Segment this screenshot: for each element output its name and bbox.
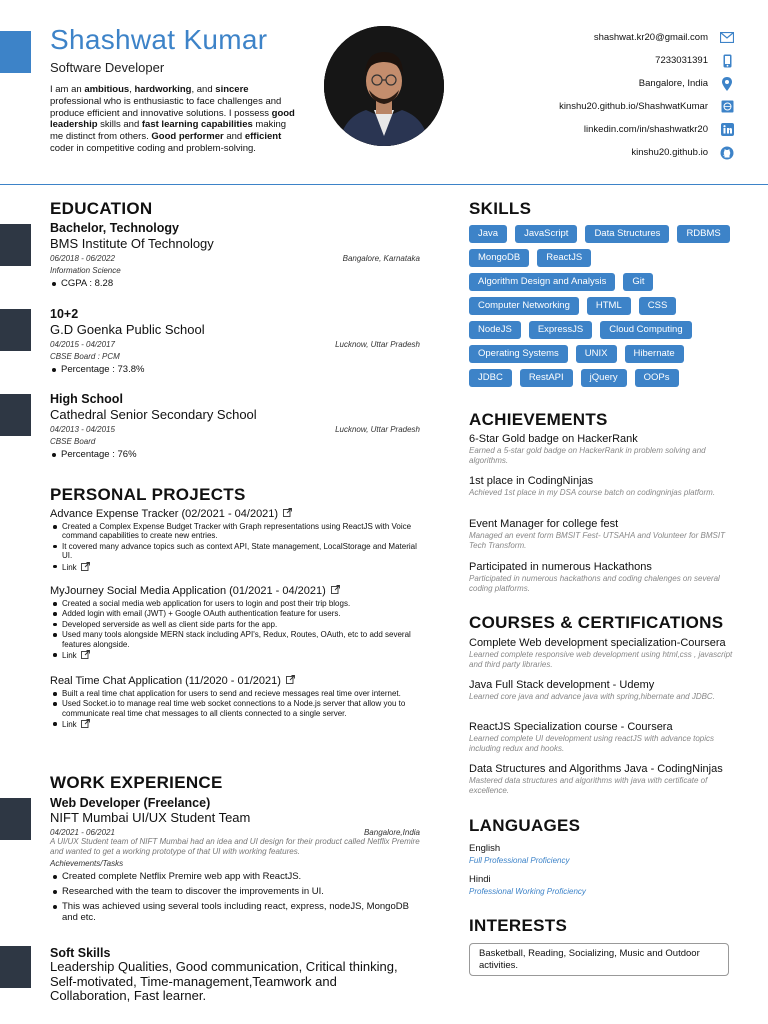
task-item: Researched with the team to discover the improvements in UI. (50, 886, 420, 897)
education-bullet: CGPA : 8.28 (50, 278, 420, 289)
project-title[interactable] (50, 585, 420, 597)
dates: 06/2018 - 06/2022 (50, 254, 115, 263)
project-bullet: Created a social media web application for users to login and post their trip blogs. (50, 599, 420, 608)
phone-icon (720, 54, 734, 68)
job-description: A UI/UX Student team of NIFT Mumbai had an idea and UI design for their product called Netflix Premire and wanted to get a working prototype of that UI with working features. (50, 837, 420, 856)
project-title[interactable] (50, 675, 420, 687)
project-entry (50, 508, 420, 574)
course-item (469, 721, 739, 753)
linkedin-icon (720, 123, 734, 137)
contact-item[interactable] (474, 95, 734, 118)
education-bullet: Percentage : 76% (50, 449, 420, 460)
accent-block-work (0, 798, 31, 840)
location: Lucknow, Uttar Pradesh (335, 425, 420, 434)
contact-text[interactable]: kinshu20.github.io (631, 147, 708, 158)
soft-skills (50, 946, 420, 1004)
skill-tag: ExpressJS (529, 321, 592, 339)
summary-part: and (223, 131, 245, 143)
project-entry (50, 585, 420, 662)
job-organization: NIFT Mumbai UI/UX Student Team (50, 810, 251, 825)
project-link-text[interactable]: Link (62, 651, 77, 661)
soft-skills-title: Soft Skills (50, 946, 111, 960)
course-item (469, 763, 739, 795)
skill-tag: Operating Systems (469, 345, 568, 363)
tasks-label: Achievements/Tasks (50, 859, 124, 868)
accent-block-top (0, 31, 31, 73)
achievement-title: Event Manager for college fest (469, 518, 619, 530)
summary-part: Good performer (151, 131, 224, 143)
accent-block-education-1 (0, 224, 31, 266)
contact-item[interactable] (474, 49, 734, 72)
project-link[interactable] (50, 650, 420, 661)
languages-title: LANGUAGES (469, 816, 581, 835)
summary-part: making me distinct from others. (50, 119, 287, 143)
skill-tag: OOPs (635, 369, 679, 387)
skill-tag: RDBMS (677, 225, 729, 243)
dates: 04/2013 - 04/2015 (50, 425, 115, 434)
project-link[interactable] (50, 719, 420, 730)
external-link-icon[interactable] (81, 562, 90, 573)
course-item (469, 637, 739, 669)
location: Lucknow, Uttar Pradesh (335, 340, 420, 349)
education-entry (50, 392, 420, 460)
contact-list (474, 26, 734, 164)
summary-part: , and (191, 84, 216, 95)
github-icon (720, 146, 734, 160)
skills-list (469, 225, 739, 393)
achievement-item (469, 433, 739, 465)
skill-tag: UNIX (576, 345, 617, 363)
courses-title: COURSES & CERTIFICATIONS (469, 613, 724, 632)
contact-item[interactable] (474, 26, 734, 49)
skill-tag: jQuery (581, 369, 627, 387)
language-level: Professional Working Proficiency (469, 887, 586, 896)
summary-part: coder in competitive coding and problem-solving. (50, 142, 256, 154)
education-subtitle: CBSE Board : PCM (50, 352, 120, 361)
course-desc: Learned core java and advance java with spring,hibernate and JDBC. (469, 692, 715, 701)
degree: 10+2 (50, 307, 79, 321)
achievement-desc: Managed an event form BMSIT Fest- UTSAHA and Volunteer for BMSIT Tech Transform. (469, 531, 725, 550)
website-icon (720, 100, 734, 114)
course-title: Java Full Stack development - Udemy (469, 679, 655, 691)
contact-item[interactable] (474, 118, 734, 141)
header-divider (0, 184, 768, 185)
education-entry (50, 307, 420, 375)
contact-text[interactable]: 7233031391 (655, 55, 708, 66)
course-title: ReactJS Specialization course - Coursera (469, 721, 673, 733)
language-item (469, 874, 739, 896)
skill-tag: NodeJS (469, 321, 521, 339)
project-bullet: Created a Complex Expense Budget Tracker with Graph representations using ReactJS with Voice command capabilities to create new entries. (50, 522, 420, 541)
course-title: Complete Web development specialization-Coursera (469, 637, 726, 649)
skill-tag: Cloud Computing (600, 321, 691, 339)
job-location: Bangalore,India (363, 828, 420, 837)
language-item (469, 843, 739, 865)
skill-tag: HTML (587, 297, 631, 315)
course-title: Data Structures and Algorithms Java - CodingNinjas (469, 763, 723, 775)
accent-block-soft-skills (0, 946, 31, 988)
contact-item[interactable] (474, 141, 734, 164)
candidate-name: Shashwat Kumar (50, 24, 268, 55)
achievement-desc: Participated in numerous hackathons and coding chalenges on several coding platforms. (469, 574, 720, 593)
course-item (469, 679, 739, 702)
summary-part: ambitious (84, 84, 130, 95)
summary-part: fast learning capabilities (141, 119, 253, 131)
project-bullet: It covered many advance topics such as context API, State management, LocalStorage and Material UI. (50, 542, 420, 561)
work-entry (50, 796, 420, 927)
location-icon (720, 77, 734, 91)
contact-text[interactable]: Bangalore, India (638, 78, 708, 89)
projects-title: PERSONAL PROJECTS (50, 485, 246, 504)
accent-block-education-3 (0, 394, 31, 436)
achievement-item (469, 475, 739, 498)
course-desc: Learned complete UI development using reactJS with advance topics including redux and hooks. (469, 734, 715, 753)
skill-tag: JDBC (469, 369, 512, 387)
education-bullet: Percentage : 73.8% (50, 364, 420, 375)
institution: Cathedral Senior Secondary School (50, 407, 257, 422)
course-desc: Mastered data structures and algorithms with java with certificate of excellence. (469, 776, 708, 795)
interests-box: Basketball, Reading, Socializing, Music and Outdoor activities. (469, 943, 729, 976)
external-link-icon[interactable] (81, 719, 90, 730)
achievement-item (469, 518, 739, 550)
project-title-text[interactable]: Advance Expense Tracker (02/2021 - 04/2021) (50, 508, 279, 520)
project-bullet: Built a real time chat application for users to send and recieve messages real time over internet. (50, 689, 420, 698)
course-desc: Learned complete responsive web development using html,css , javascript and third party libraries. (469, 650, 733, 669)
language-level: Full Professional Proficiency (469, 856, 570, 865)
task-item: This was achieved using several tools including react, express, nodeJS, MongoDB and etc. (50, 901, 420, 923)
summary-part: sincere (215, 84, 249, 95)
project-bullet: Added login with email (JWT) + Google OAuth authentication feature for users. (50, 609, 420, 618)
achievement-title: 6-Star Gold badge on HackerRank (469, 433, 638, 445)
summary-part: I am an (50, 84, 85, 95)
work-title: WORK EXPERIENCE (50, 773, 223, 792)
skill-tag: JavaScript (515, 225, 577, 243)
project-title[interactable] (50, 508, 420, 520)
skill-tag: Hibernate (625, 345, 684, 363)
skill-tag: Git (623, 273, 653, 291)
skill-tag: Computer Networking (469, 297, 579, 315)
project-bullet: Used many tools alongside MERN stack including API's, Redux, Routes, OAuth, etc to add several features alongside. (50, 630, 420, 649)
education-subtitle: Information Science (50, 266, 121, 275)
institution: G.D Goenka Public School (50, 322, 205, 337)
task-item: Created complete Netflix Premire web app with ReactJS. (50, 871, 420, 882)
education-entry (50, 221, 420, 289)
skills-title: SKILLS (469, 199, 532, 218)
education-title: EDUCATION (50, 199, 153, 218)
location: Bangalore, Karnataka (342, 254, 420, 263)
summary-part: good leadership (50, 107, 295, 131)
email-icon (720, 31, 734, 45)
achievement-title: Participated in numerous Hackathons (469, 561, 652, 573)
skill-tag: MongoDB (469, 249, 529, 267)
soft-skills-text: Leadership Qualities, Good communication, Critical thinking, Self-motivated, Time-management,Teamwork and Collaboration, Fast learner. (50, 959, 398, 1003)
contact-text[interactable]: kinshu20.github.io/ShashwatKumar (559, 101, 708, 112)
degree: Bachelor, Technology (50, 221, 179, 235)
language-name: Hindi (469, 874, 491, 885)
contact-item[interactable] (474, 72, 734, 95)
contact-text[interactable]: shashwat.kr20@gmail.com (593, 32, 708, 43)
job-title: Web Developer (Freelance) (50, 796, 211, 810)
skill-tag: Java (469, 225, 507, 243)
contact-text[interactable]: linkedin.com/in/shashwatkr20 (583, 124, 708, 135)
summary-text (50, 84, 300, 155)
project-title-text[interactable]: Real Time Chat Application (11/2020 - 01/2021) (50, 675, 281, 687)
project-link[interactable] (50, 562, 420, 573)
institution: BMS Institute Of Technology (50, 236, 214, 251)
skill-tag: Data Structures (585, 225, 669, 243)
education-subtitle: CBSE Board (50, 437, 96, 446)
achievement-desc: Achieved 1st place in my DSA course batch on codingninjas platform. (469, 488, 716, 497)
achievements-title: ACHIEVEMENTS (469, 410, 608, 429)
skill-tag: CSS (639, 297, 677, 315)
external-link-icon[interactable] (331, 585, 340, 597)
achievement-desc: Earned a 5-star gold badge on HackerRank in problem solving and algorithms. (469, 446, 706, 465)
skill-tag: RestAPI (520, 369, 573, 387)
interests-title: INTERESTS (469, 916, 568, 935)
external-link-icon[interactable] (286, 675, 295, 687)
degree: High School (50, 392, 123, 406)
job-dates: 04/2021 - 06/2021 (50, 828, 115, 837)
candidate-role: Software Developer (50, 60, 165, 75)
achievement-item (469, 561, 739, 593)
summary-part: efficient (244, 131, 282, 143)
summary-part: professional who is enthusiastic to face challenges and produce efficient and innovative solutions. I possess (50, 95, 282, 119)
skill-tag: ReactJS (537, 249, 591, 267)
profile-photo (324, 26, 444, 146)
project-bullet: Developed serverside as well as client side parts for the app. (50, 620, 420, 629)
skill-tag: Algorithm Design and Analysis (469, 273, 615, 291)
project-link-text[interactable]: Link (62, 720, 77, 730)
project-title-text[interactable]: MyJourney Social Media Application (01/2021 - 04/2021) (50, 585, 326, 597)
project-link-text[interactable]: Link (62, 562, 77, 572)
language-name: English (469, 843, 501, 854)
summary-part: skills and (97, 119, 142, 131)
summary-part: hardworking (134, 84, 192, 95)
project-bullet: Used Socket.io to manage real time web socket connections to a Node.js server that allow you to communicate real time chat messages to all clients connected to a single server. (50, 699, 420, 718)
external-link-icon[interactable] (283, 508, 292, 520)
accent-block-education-2 (0, 309, 31, 351)
dates: 04/2015 - 04/2017 (50, 340, 115, 349)
external-link-icon[interactable] (81, 650, 90, 661)
achievement-title: 1st place in CodingNinjas (469, 475, 594, 487)
project-entry (50, 675, 420, 732)
summary-part: , (129, 84, 135, 95)
